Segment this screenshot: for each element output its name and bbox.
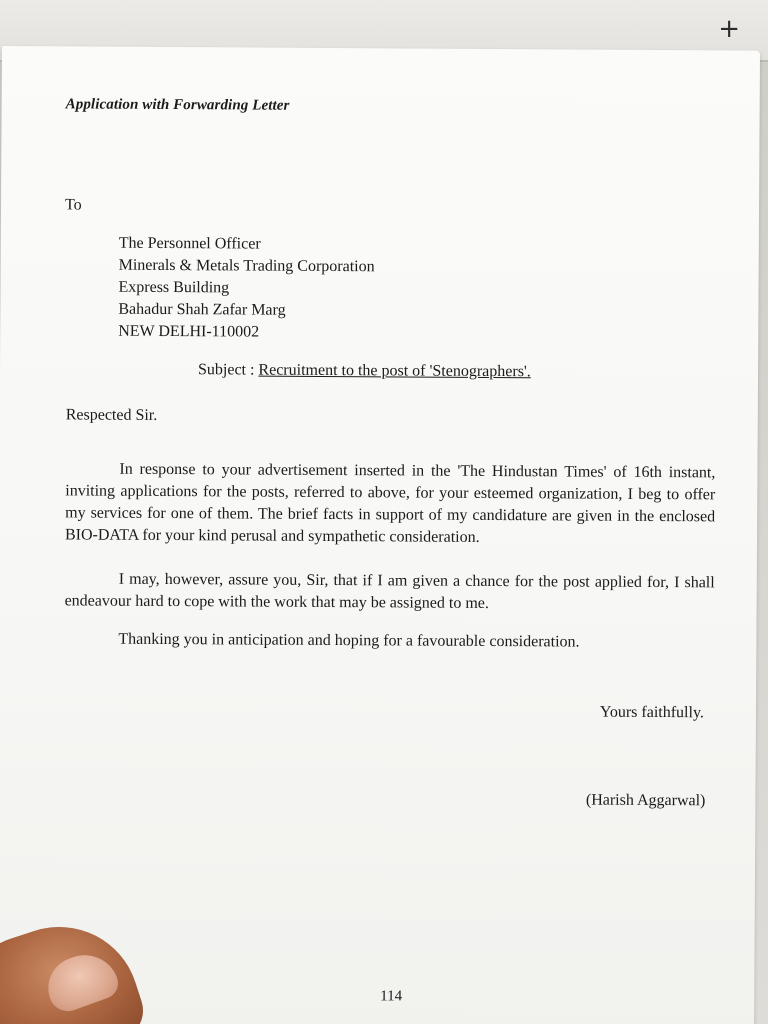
address-line: Bahadur Shah Zafar Marg bbox=[118, 300, 286, 319]
subject-label: Subject : bbox=[197, 361, 255, 379]
to-label: To bbox=[64, 196, 82, 214]
body-paragraph-2: I may, however, assure you, Sir, that if I am given a chance for the post applied for, I shall endeavour hard to cope with the work that may be assigned to me. bbox=[64, 570, 715, 612]
plus-mark: + bbox=[718, 14, 740, 44]
subject-text: Recruitment to the post of 'Stenographers'. bbox=[258, 361, 531, 381]
recipient-address bbox=[118, 233, 375, 345]
salutation: Respected Sir. bbox=[65, 406, 158, 424]
subject-line bbox=[198, 361, 531, 381]
document-title: Application with Forwarding Letter bbox=[65, 96, 290, 114]
address-line: Minerals & Metals Trading Corporation bbox=[118, 256, 375, 276]
closing: Yours faithfully. bbox=[599, 703, 704, 722]
letter-document bbox=[0, 46, 760, 1024]
body-paragraph-3: Thanking you in anticipation and hoping for a favourable consideration. bbox=[118, 630, 580, 651]
body-paragraph-1: In response to your advertisement inserted in the 'The Hindustan Times' of 16th instant, inviting applications for the posts, referred to above, for your esteemed organization, I beg to offer my services for one of them. The brief facts in support of my candidature are given in the enclosed BIO-DATA for your kind perusal and sympathetic consideration. bbox=[64, 460, 716, 546]
address-line: The Personnel Officer bbox=[118, 234, 261, 253]
page-number: 114 bbox=[380, 988, 403, 1005]
address-line: Express Building bbox=[118, 278, 230, 297]
address-line: NEW DELHI-110002 bbox=[118, 322, 260, 341]
letter-page bbox=[0, 46, 760, 1024]
signature-name: (Harish Aggarwal) bbox=[585, 791, 706, 810]
